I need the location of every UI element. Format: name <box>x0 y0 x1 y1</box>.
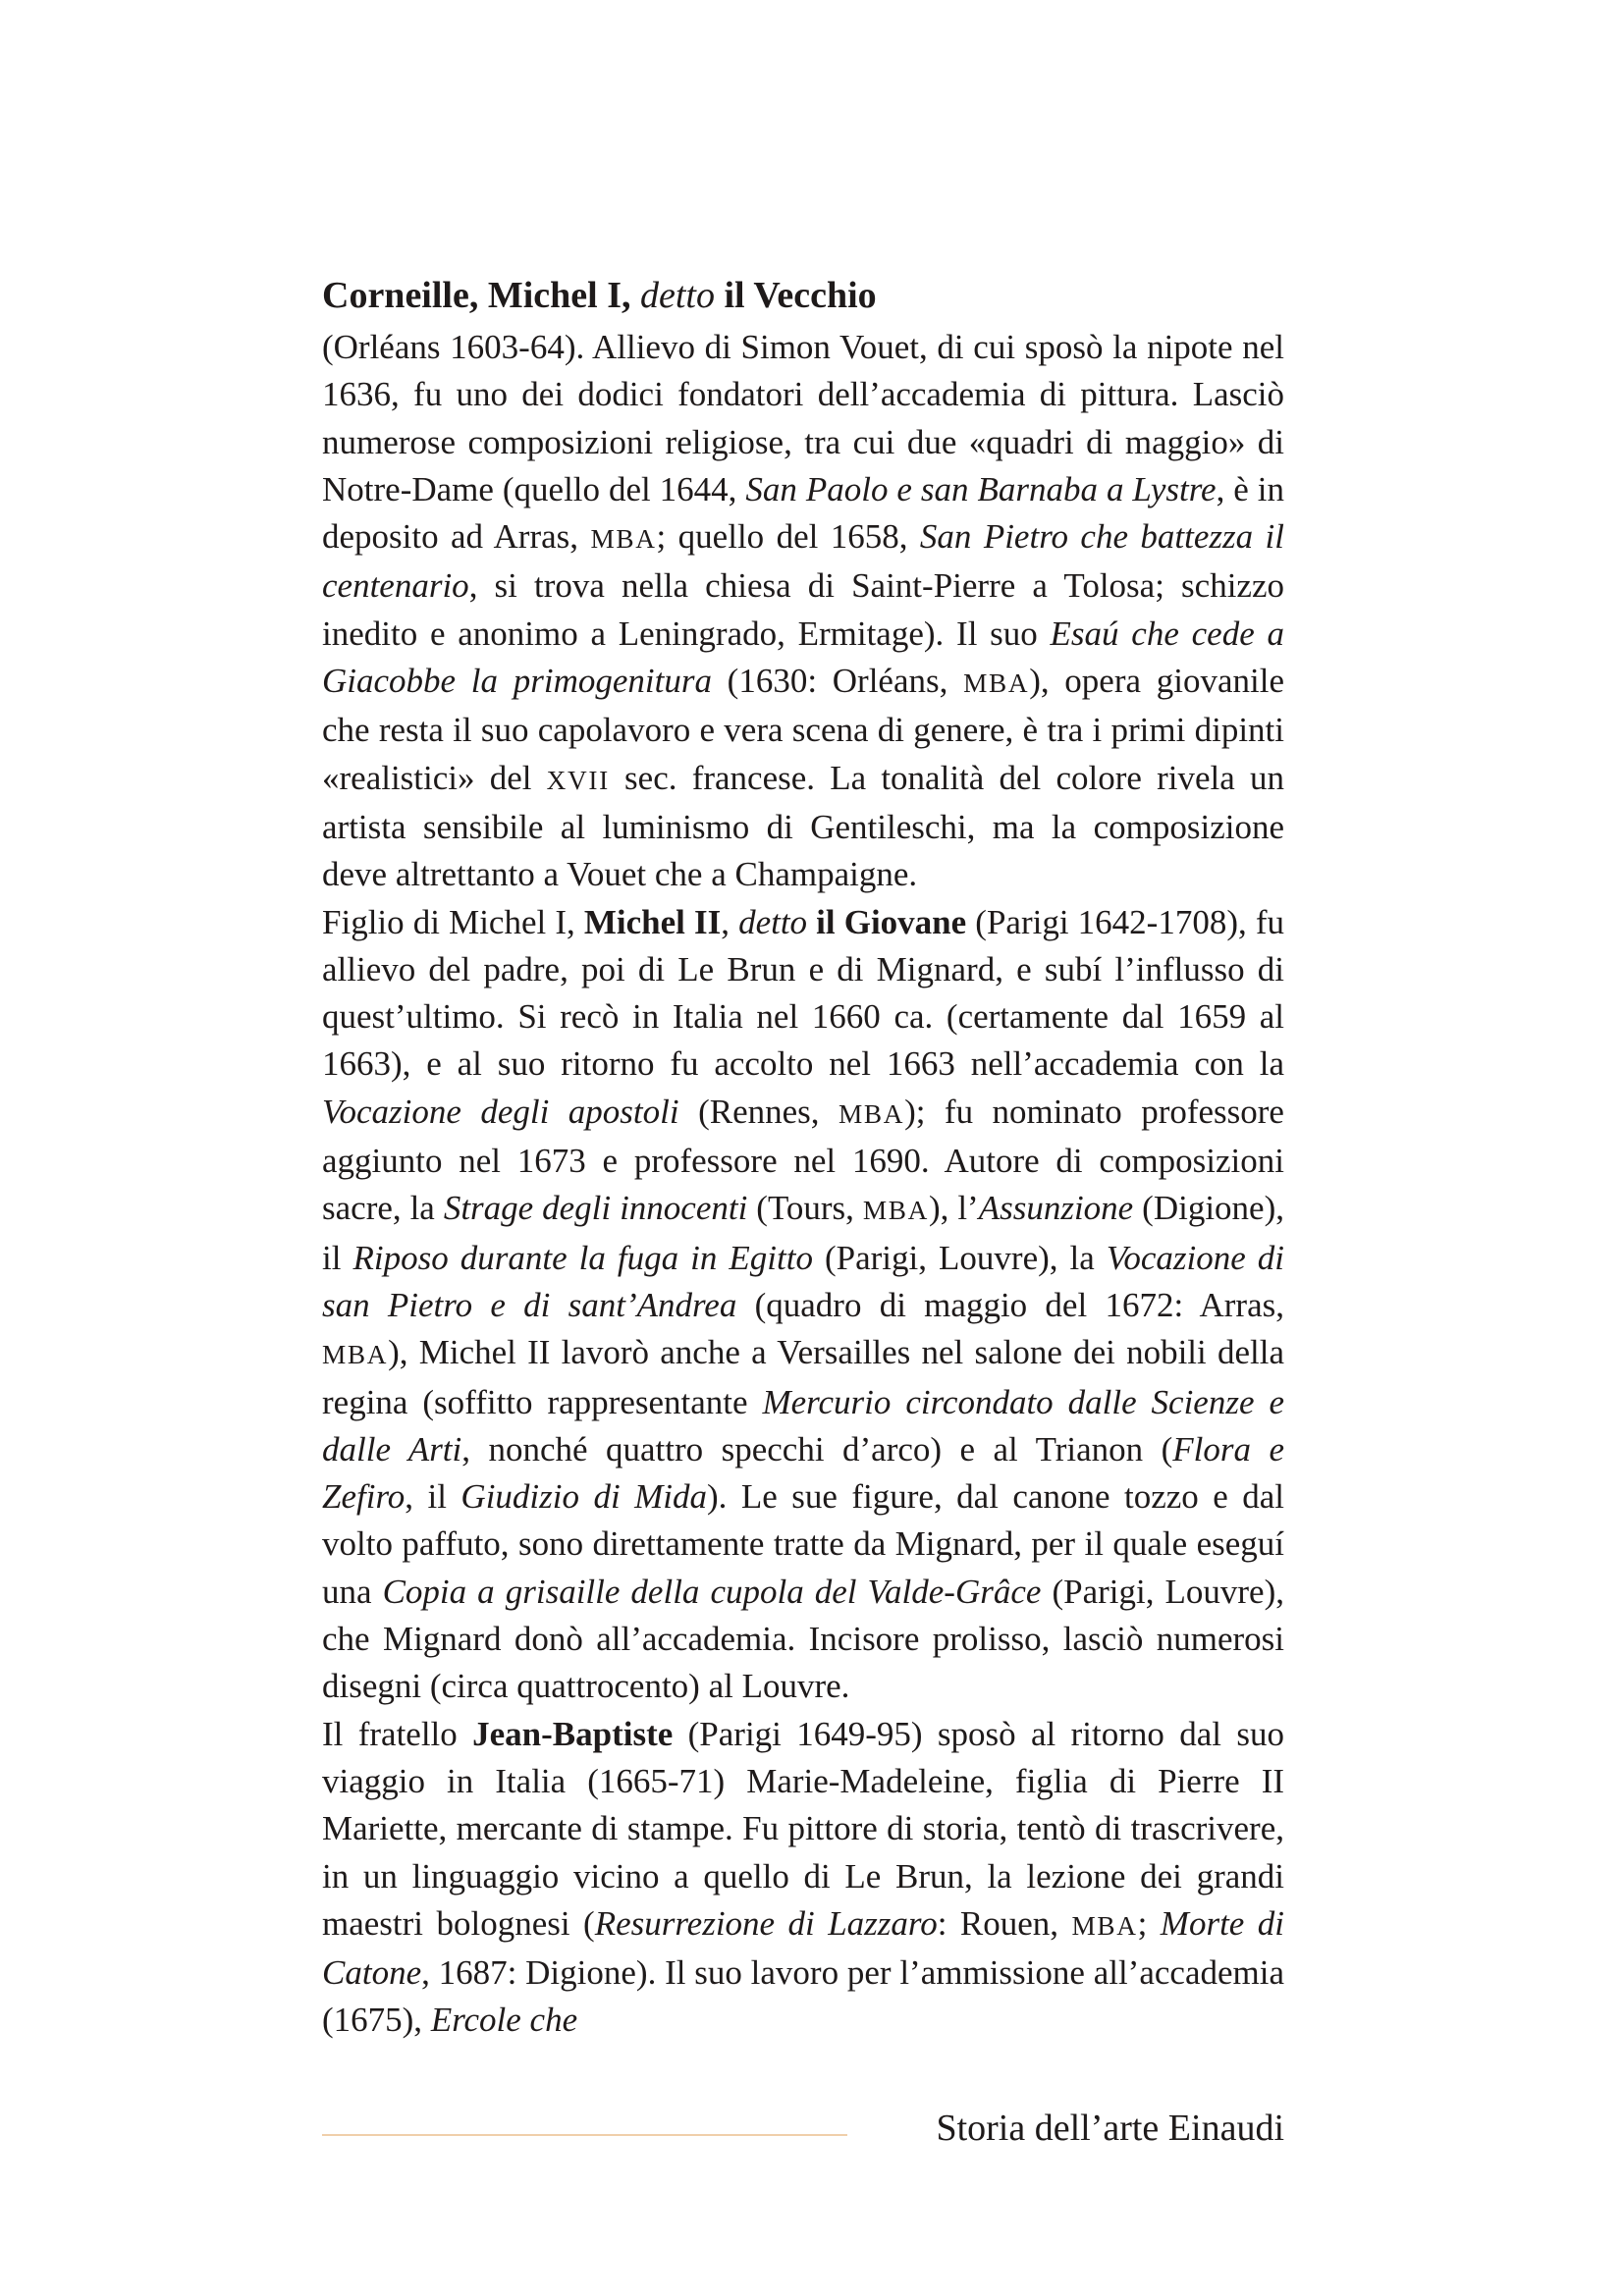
small-caps-run: XVII <box>546 765 610 795</box>
bold-run: Michel II <box>583 902 722 941</box>
text-run: (Rennes, <box>678 1092 839 1131</box>
italic-run: Mercurio circondato dalle Scienze e dalle Arti <box>322 1382 1284 1468</box>
text-run: Il fratello <box>322 1714 473 1753</box>
entry-paragraph-jean-baptiste <box>322 1711 1284 2045</box>
italic-run: Vocazione di san Pietro e di sant’Andrea <box>322 1238 1285 1324</box>
text-run: Figlio di Michel I, <box>322 902 584 941</box>
bold-run: Jean-Baptiste <box>472 1714 674 1753</box>
text-run: , 1687: Digione). Il suo lavoro per l’ammissione all’accademia (1675), <box>322 1953 1284 2040</box>
text-run: (Orléans 1603-64). Allievo di Simon Vouet, di cui sposò la nipote nel 1636, fu uno dei dodici fondatori dell’accademia di pittura. Lasciò numerose composizioni religiose, tra cui due «quadri di maggio» di Notre-Dame (quello del 1644, <box>322 328 1284 508</box>
text-run: ); fu nominato professore aggiunto nel 1673 e professore nel 1690. Autore di composizioni sacre, la <box>322 1092 1284 1228</box>
bold-run: il Vecchio <box>714 275 877 316</box>
small-caps-run: MBA <box>1071 1910 1138 1941</box>
small-caps-run: MBA <box>838 1098 905 1129</box>
italic-run: Strage degli innocenti <box>443 1189 748 1228</box>
text-run: ), opera giovanile che resta il suo capolavoro e vera scena di genere, è tra i primi dipinti «realistici» del <box>322 662 1284 797</box>
italic-run: Morte di Catone <box>322 1903 1285 1993</box>
text-run: : Rouen, <box>937 1903 1072 1943</box>
entry-paragraph-michel-i <box>322 324 1284 899</box>
italic-run: San Pietro che battezza il centenario <box>322 517 1284 606</box>
text-run: , è in deposito ad Arras, <box>322 469 1285 557</box>
bold-run: Corneille, Michel I, <box>322 275 640 316</box>
text-run: ). Le sue figure, dal canone tozzo e dal volto paffuto, sono direttamente tratte da Mignard, per il quale eseguí una <box>322 1477 1284 1611</box>
italic-run: Assunzione <box>978 1189 1134 1228</box>
text-run <box>807 903 816 941</box>
italic-run: San Paolo e san Barnaba a Lystre <box>745 469 1217 508</box>
text-run: (Parigi 1649-95) sposò al ritorno dal suo viaggio in Italia (1665-71) Marie-Madeleine, figlia di Pierre II Mariette, mercante di stampe. Fu pittore di storia, tentò di trascrivere, in un linguaggio vicino a quello di Le Brun, la lezione dei grandi maestri bolognesi ( <box>322 1714 1284 1943</box>
text-run: sec. francese. La tonalità del colore rivela un artista sensibile al luminismo di Gentileschi, ma la composizione deve altrettanto a Vouet che a Champaigne. <box>322 758 1284 894</box>
footer-rule <box>322 2134 847 2136</box>
text-run: ; <box>1137 1903 1161 1943</box>
text-run: , il <box>405 1477 461 1517</box>
italic-run: detto <box>639 275 715 316</box>
text-run: ), Michel II lavorò anche a Versailles nel salone dei nobili della regina (soffitto rappresentante <box>322 1333 1284 1421</box>
entry-paragraph-michel-ii <box>322 899 1284 1711</box>
italic-run: Copia a grisaille della cupola del Valde-Grâce <box>382 1572 1042 1611</box>
small-caps-run: MBA <box>590 524 657 555</box>
footer-title: Storia dell’arte Einaudi <box>936 2108 1284 2149</box>
text-run: , si trova nella chiesa di Saint-Pierre a Tolosa; schizzo inedito e anonimo a Leningrado, Ermitage). Il suo <box>322 566 1284 653</box>
small-caps-run: MBA <box>963 668 1030 699</box>
italic-run: Giudizio di Mida <box>460 1477 708 1517</box>
text-run: (Digione), il <box>322 1189 1284 1277</box>
italic-run: Riposo durante la fuga in Egitto <box>352 1238 813 1277</box>
text-run: , nonché quattro specchi d’arco) e al Trianon ( <box>461 1429 1173 1468</box>
text-run: (Parigi, Louvre), che Mignard donò all’accademia. Incisore prolisso, lasciò numerosi disegni (circa quattrocento) al Louvre. <box>322 1572 1284 1706</box>
entry-heading <box>322 267 1284 324</box>
text-run: , <box>721 902 739 941</box>
entry-text-block <box>322 267 1284 2045</box>
text-run: (Parigi 1642-1708), fu allievo del padre, poi di Le Brun e di Mignard, e subí l’influsso di quest’ultimo. Si recò in Italia nel 1660 ca. (certamente dal 1659 al 1663), e al suo ritorno fu accolto nel 1663 nell’accademia con la <box>322 902 1284 1084</box>
text-run: (Tours, <box>747 1189 863 1228</box>
italic-run: Flora e Zefiro <box>322 1429 1284 1517</box>
bold-run: il Giovane <box>816 902 967 941</box>
text-run: (Parigi, Louvre), la <box>812 1238 1107 1277</box>
italic-run: detto <box>738 902 808 941</box>
italic-run: Ercole che <box>430 2001 578 2040</box>
page-footer <box>322 2099 1284 2158</box>
italic-run: Esaú che cede a Giacobbe la primogenitura <box>322 614 1284 701</box>
italic-run: Vocazione degli apostoli <box>322 1092 679 1131</box>
text-run: (1630: Orléans, <box>711 662 964 701</box>
italic-run: Resurrezione di Lazzaro <box>594 1903 938 1943</box>
small-caps-run: MBA <box>322 1340 389 1370</box>
text-run: (quadro di maggio del 1672: Arras, <box>736 1285 1284 1324</box>
small-caps-run: MBA <box>862 1196 929 1226</box>
text-run: ; quello del 1658, <box>656 517 920 557</box>
text-run: ), l’ <box>928 1189 979 1228</box>
